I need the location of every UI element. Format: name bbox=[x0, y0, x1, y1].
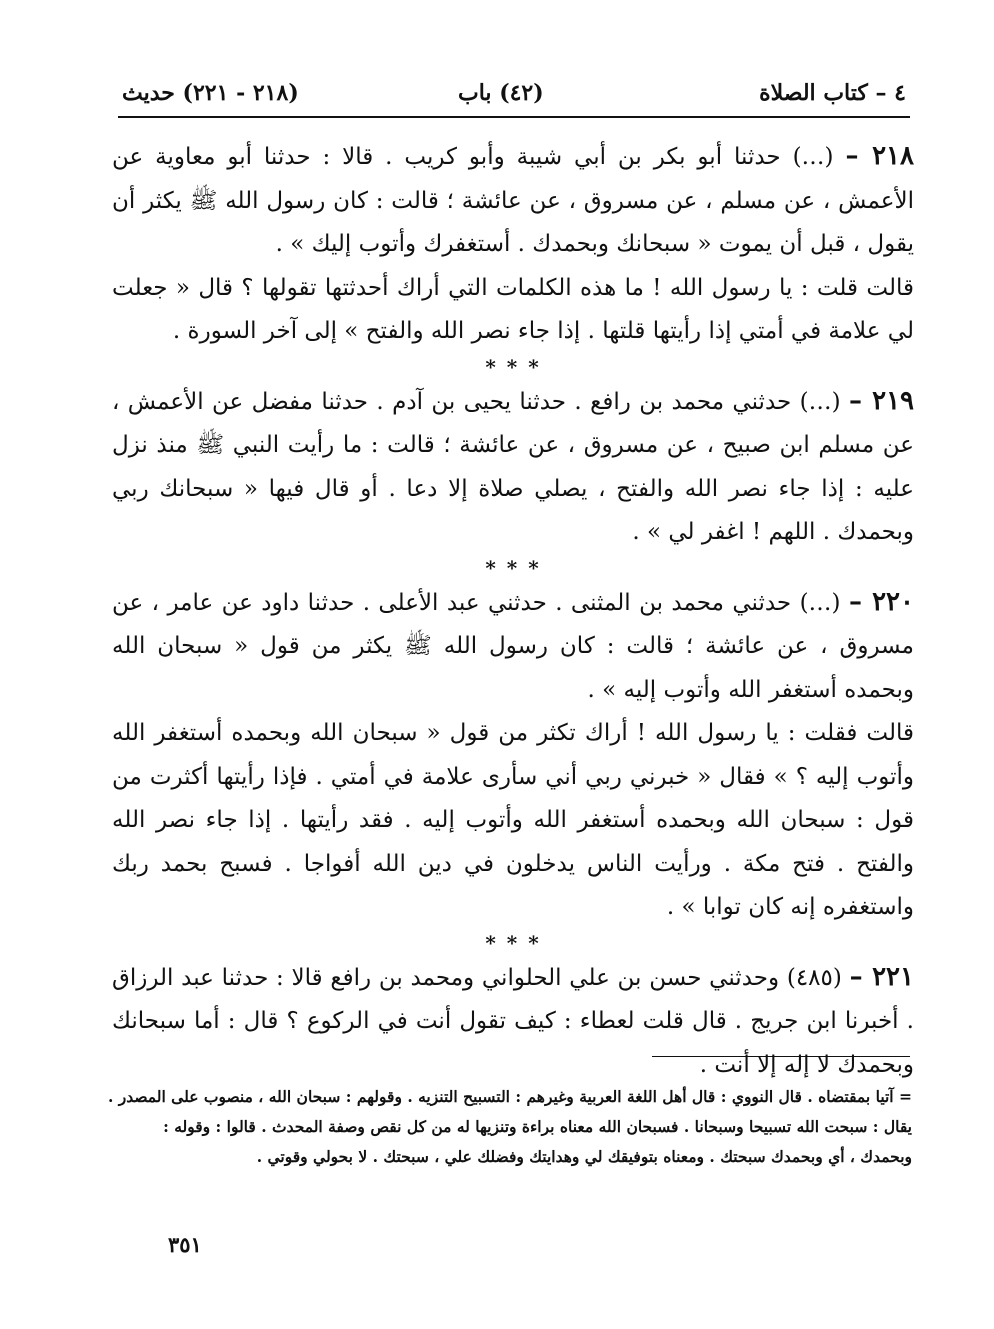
hadith-number: ٢١٨ – bbox=[845, 141, 914, 171]
hadith-text: قالت قلت : يا رسول الله ! ما هذه الكلمات التي أراك أحدثتها تقولها ؟ قال « جعلت لي علامة في أمتي إذا رأيتها قلتها . إذا جاء نصر الله والفتح » إلى آخر السورة . bbox=[112, 274, 914, 344]
hadith-text: (…) حدثني محمد بن المثنى . حدثني عبد الأعلى . حدثنا داود عن عامر ، عن مسروق ، عن عائشة ؛ قالت : كان رسول الله ﷺ يكثر من قول « سبحان الله وبحمده أستغفر الله وأتوب إليه » . bbox=[112, 589, 914, 703]
footnote-line: = آتيا بمقتضاه . قال النووي : قال أهل اللغة العربية وغيرهم : التسبيح التنزيه . وقولهم : سبحان الله ، منصوب على المصدر . bbox=[107, 1087, 912, 1106]
hadith-text: (…) حدثني محمد بن رافع . حدثنا يحيى بن آدم . حدثنا مفضل عن الأعمش ، عن مسلم ابن صبيح ، عن مسروق ، عن عائشة ؛ قالت : ما رأيت النبي ﷺ منذ نزل عليه : إذا جاء نصر الله والفتح ، يصلي صلاة إلا دعا . أو قال فيها « سبحانك ربي وبحمدك . اللهم ! اغفر لي » . bbox=[112, 388, 914, 545]
hadith-text: قالت فقلت : يا رسول الله ! أراك تكثر من قول « سبحان الله وبحمده أستغفر الله وأتوب إليه ؟ » فقال « خبرني ربي أني سأرى علامة في أمتي . فإذا رأيتها أكثرت من قول : سبحان الله وبحمده أستغفر الله وأتوب إليه . فقد رأيتها . إذا جاء نصر الله والفتح . فتح مكة . ورأيت الناس يدخلون في دين الله أفواجا . فسبح بحمد ربك واستغفره إنه كان توابا » . bbox=[112, 720, 914, 920]
hadith-number: ٢٢٠ – bbox=[848, 586, 914, 617]
hadith-219-paragraph-1 bbox=[112, 380, 914, 555]
hadith-text: (٤٨٥) وحدثني حسن بن علي الحلواني ومحمد بن رافع قالا : حدثنا عبد الرزاق . أخبرنا ابن جريج . قال قلت لعطاء : كيف تقول أنت في الركوع ؟ قال : أما سبحانك وبحمدك لا إله إلا أنت . bbox=[112, 964, 914, 1078]
running-header bbox=[118, 80, 910, 116]
bab-title: (٤٢) باب bbox=[458, 80, 544, 106]
chapter-title: ٤ – كتاب الصلاة bbox=[759, 80, 906, 106]
hadith-218-paragraph-1 bbox=[112, 135, 914, 267]
hadith-220-paragraph-1 bbox=[112, 581, 914, 713]
page-body bbox=[112, 135, 914, 1087]
hadith-range: (٢١٨ - ٢٢١) حديث bbox=[122, 80, 299, 106]
hadith-220-paragraph-2 bbox=[112, 712, 914, 930]
hadith-number: ٢٢١ – bbox=[849, 961, 914, 992]
header-rule bbox=[118, 116, 910, 118]
hadith-number: ٢١٩ – bbox=[848, 385, 915, 416]
footnote-line: وبحمدك ، أي وبحمدك سبحتك . ومعناه بتوفيقك لي وهدايتك وفضلك علي ، سبحتك . لا بحولي وقوتي . bbox=[256, 1147, 912, 1166]
footnote bbox=[107, 1082, 912, 1172]
section-separator: * * * bbox=[485, 930, 541, 955]
footnote-rule bbox=[652, 1056, 910, 1057]
section-separator: * * * bbox=[485, 354, 541, 379]
hadith-text: (…) حدثنا أبو بكر بن أبي شيبة وأبو كريب . قالا : حدثنا أبو معاوية عن الأعمش ، عن مسلم ، عن مسروق ، عن عائشة ؛ قالت : كان رسول الله ﷺ يكثر أن يقول ، قبل أن يموت « سبحانك وبحمدك . أستغفرك وأتوب إليك » . bbox=[112, 144, 914, 257]
footnote-line: يقال : سبحت الله تسبيحا وسبحانا . فسبحان الله معناه براءة وتنزيها له من كل نقص وصفة المحدث . قالوا : وقوله : bbox=[163, 1117, 912, 1136]
section-separator: * * * bbox=[485, 555, 541, 580]
hadith-218-paragraph-2 bbox=[112, 267, 914, 354]
page-number: ٣٥١ bbox=[168, 1232, 202, 1257]
hadith-221-paragraph-1 bbox=[112, 956, 914, 1088]
